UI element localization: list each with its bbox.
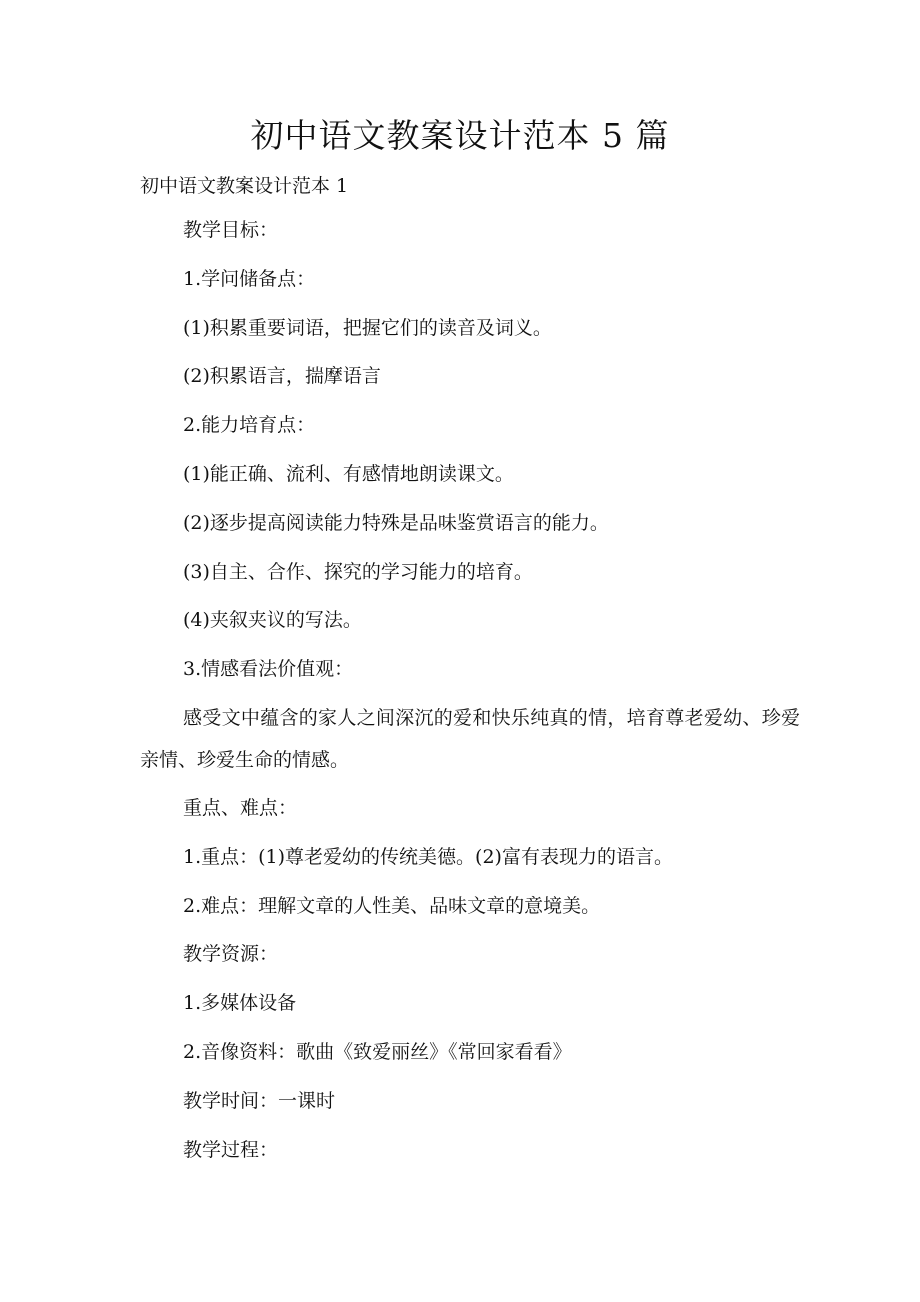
paragraph: 感受文中蕴含的家人之间深沉的爱和快乐纯真的情，培育尊老爱幼、珍爱亲情、珍爱生命的情感。 [140, 706, 800, 771]
paragraph: 3.情感看法价值观： [183, 658, 354, 681]
paragraph: 2.难点：理解文章的人性美、品味文章的意境美。 [183, 894, 601, 917]
paragraph: (3)自主、合作、探究的学习能力的培育。 [183, 560, 533, 583]
document-body [140, 215, 800, 1183]
paragraph: (2)逐步提高阅读能力特殊是品味鉴赏语言的能力。 [183, 511, 609, 534]
paragraph: 1.学问储备点： [183, 267, 316, 290]
paragraph: 教学过程： [183, 1138, 279, 1161]
paragraph: 重点、难点： [183, 796, 298, 819]
paragraph: (4)夹叙夹议的写法。 [183, 609, 362, 632]
paragraph: 教学目标： [183, 219, 279, 241]
paragraph: 2.能力培育点： [183, 414, 316, 437]
paragraph: 2.音像资料：歌曲《致爱丽丝》《常回家看看》 [183, 1040, 572, 1063]
paragraph: 1.多媒体设备 [183, 992, 297, 1015]
paragraph: (1)能正确、流利、有感情地朗读课文。 [183, 462, 514, 485]
paragraph: (2)积累语言，揣摩语言 [183, 365, 381, 388]
paragraph: (1)积累重要词语，把握它们的读音及词义。 [183, 316, 552, 339]
paragraph: 教学资源： [183, 943, 279, 966]
section-title: 初中语文教案设计范本 1 [140, 175, 349, 197]
paragraph: 1.重点：(1)尊老爱幼的传统美德。(2)富有表现力的语言。 [183, 845, 673, 868]
paragraph: 教学时间：一课时 [183, 1089, 336, 1112]
document-title: 初中语文教案设计范本 5 篇 [250, 116, 670, 155]
